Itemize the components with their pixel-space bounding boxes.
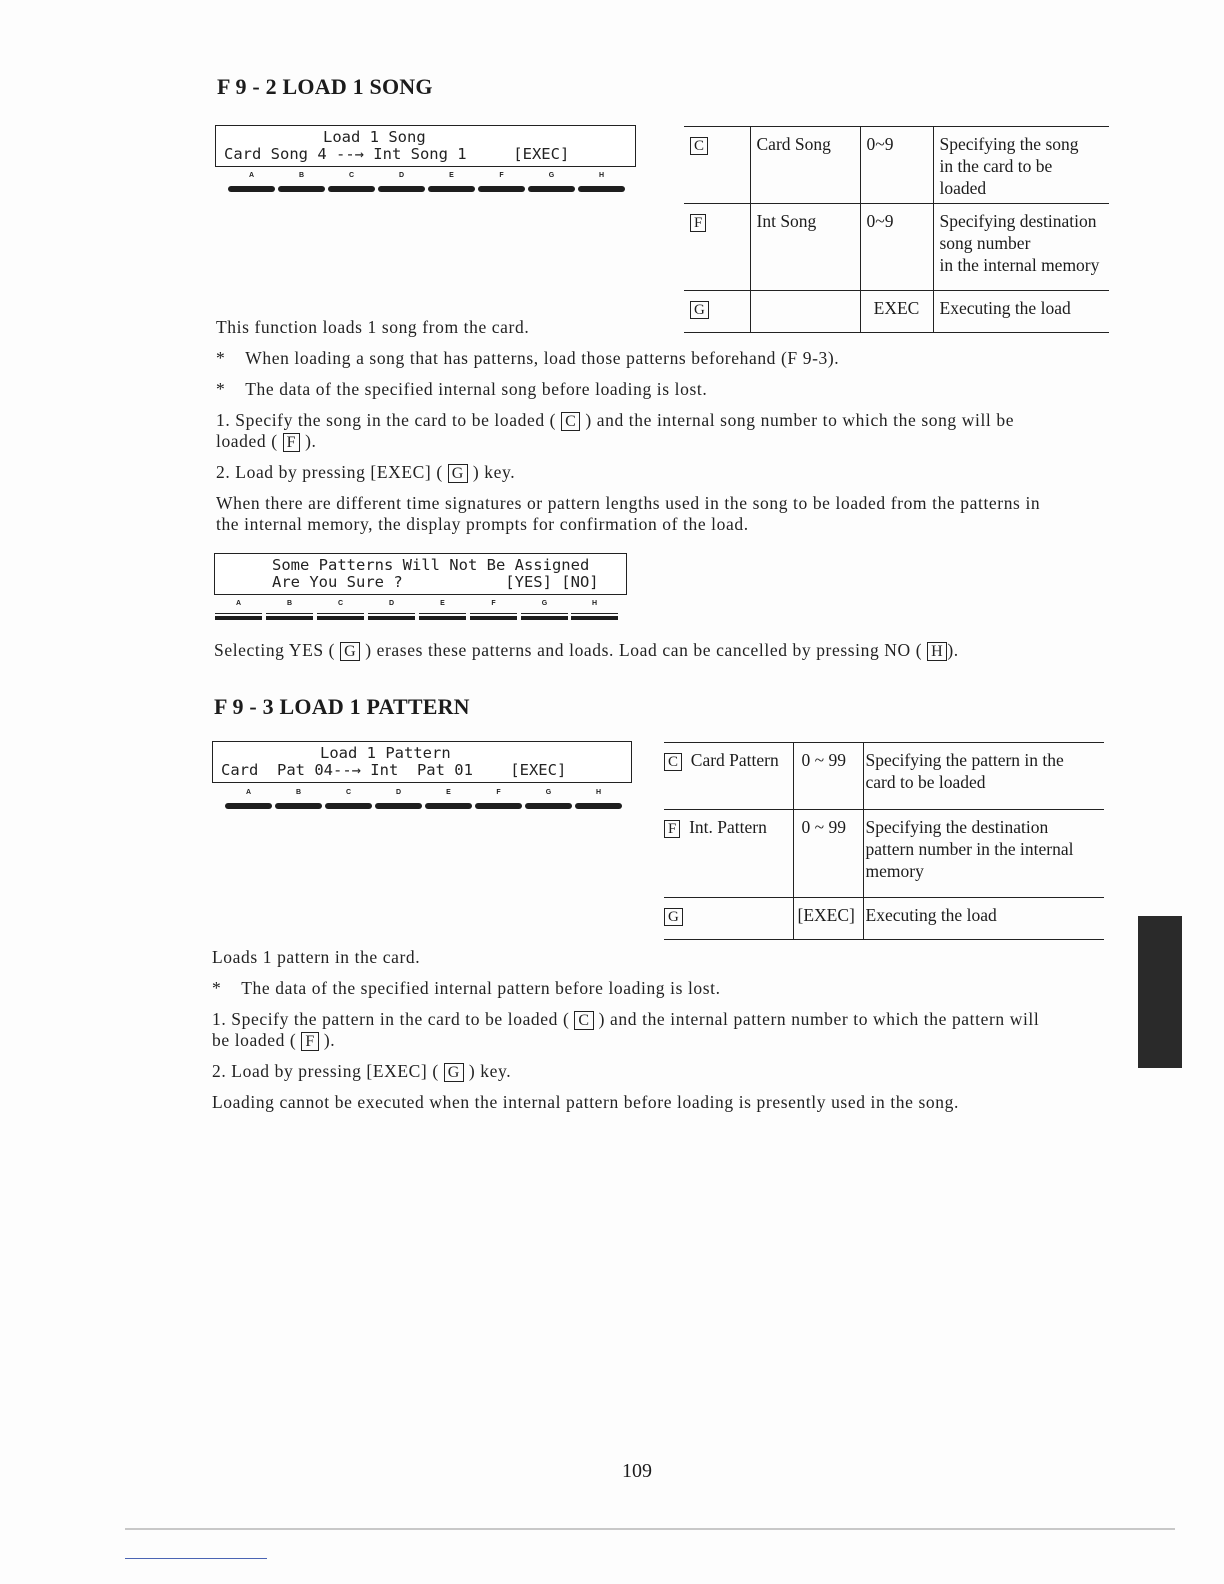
- function-key-g[interactable]: G: [521, 600, 568, 622]
- table-row: [664, 810, 1104, 898]
- table-row: [664, 743, 1104, 810]
- function-key-h[interactable]: H: [575, 789, 622, 811]
- function-key-f[interactable]: F: [475, 789, 522, 811]
- table-row: [684, 204, 1109, 291]
- key-f-icon: F: [283, 433, 301, 452]
- function-key-b[interactable]: B: [266, 600, 313, 622]
- function-key-g[interactable]: G: [525, 789, 572, 811]
- function-key-d[interactable]: D: [375, 789, 422, 811]
- note-1: * When loading a song that has patterns, load those patterns beforehand (F 9-3).: [216, 348, 840, 368]
- key-f-icon: F: [301, 1032, 319, 1051]
- param-desc: Executing the load: [863, 898, 1104, 940]
- function-key-c[interactable]: C: [317, 600, 364, 622]
- chapter-tab: [1138, 916, 1182, 1068]
- param-range: 0~9: [860, 204, 933, 291]
- section-title-load-1-song: F 9 - 2 LOAD 1 SONG: [217, 74, 433, 99]
- param-range: EXEC: [860, 291, 933, 333]
- lcd-line-1: Load 1 Pattern: [320, 744, 451, 762]
- function-keys-row: [228, 172, 624, 194]
- param-desc: Specifying the pattern in the card to be loaded: [863, 743, 1104, 810]
- function-key-d[interactable]: D: [368, 600, 415, 622]
- step-1: 1. Specify the pattern in the card to be loaded ( C ) and the internal pattern number to which the pattern will be loaded ( F ).: [212, 1009, 1040, 1050]
- param-name: Int Song: [750, 204, 860, 291]
- param-name: C Card Pattern: [664, 743, 793, 810]
- function-key-g[interactable]: G: [528, 172, 575, 194]
- function-key-h[interactable]: H: [578, 172, 625, 194]
- key-g-icon: G: [340, 642, 360, 661]
- lcd-display-load-song: [215, 125, 636, 167]
- param-name: F Int. Pattern: [664, 810, 793, 898]
- function-key-e[interactable]: E: [428, 172, 475, 194]
- function-keys-row: [215, 600, 617, 622]
- note-2: * The data of the specified internal song before loading is lost.: [216, 379, 708, 399]
- key-g-icon: G: [444, 1063, 464, 1082]
- function-key-h[interactable]: H: [571, 600, 618, 622]
- step-2: 2. Load by pressing [EXEC] ( G ) key.: [216, 462, 516, 482]
- step-1: 1. Specify the song in the card to be loaded ( C ) and the internal song number to which the song will be loaded ( F ).: [216, 410, 1015, 451]
- param-range: 0 ~ 99: [793, 810, 863, 898]
- function-key-c[interactable]: C: [325, 789, 372, 811]
- intro-text: This function loads 1 song from the card.: [216, 317, 530, 337]
- parameter-table-song: [684, 126, 1109, 333]
- selection-text: Selecting YES ( G ) erases these patterns and loads. Load can be cancelled by pressing NO ( H ).: [214, 640, 959, 660]
- note-1: * The data of the specified internal pattern before loading is lost.: [212, 978, 721, 998]
- parameter-table-pattern: [664, 742, 1104, 940]
- param-range: 0~9: [860, 127, 933, 204]
- function-keys-row: [225, 789, 621, 811]
- param-name: [664, 898, 793, 940]
- param-desc: Specifying the song in the card to be loaded: [933, 127, 1109, 204]
- closing-text: Loading cannot be executed when the internal pattern before loading is presently used in the song.: [212, 1092, 959, 1112]
- bottom-rule: [125, 1528, 1175, 1530]
- lcd-line-1: Load 1 Song: [323, 128, 426, 146]
- confirmation-paragraph: When there are different time signatures or pattern lengths used in the song to be loaded from the patterns in the internal memory, the display prompts for confirmation of the load.: [216, 493, 1041, 534]
- function-key-a[interactable]: A: [225, 789, 272, 811]
- param-range: [EXEC]: [793, 898, 863, 940]
- param-desc: Specifying destination song number in the internal memory: [933, 204, 1109, 291]
- table-row: [684, 291, 1109, 333]
- function-key-a[interactable]: A: [215, 600, 262, 622]
- table-row: [684, 127, 1109, 204]
- key-c-icon: C: [574, 1011, 593, 1030]
- function-key-e[interactable]: E: [425, 789, 472, 811]
- step-2: 2. Load by pressing [EXEC] ( G ) key.: [212, 1061, 512, 1081]
- section-title-load-1-pattern: F 9 - 3 LOAD 1 PATTERN: [214, 694, 470, 719]
- param-name: [750, 291, 860, 333]
- key-c-icon: C: [561, 412, 580, 431]
- key-g-icon: G: [690, 301, 709, 319]
- key-g-icon: G: [448, 464, 468, 483]
- lcd-line-2: Card Song 4 --→ Int Song 1 [EXEC]: [224, 145, 570, 163]
- key-f-icon: F: [664, 820, 680, 838]
- function-key-b[interactable]: B: [275, 789, 322, 811]
- function-key-e[interactable]: E: [419, 600, 466, 622]
- lcd-line-2: Are You Sure ? [YES] [NO]: [272, 573, 599, 591]
- function-key-d[interactable]: D: [378, 172, 425, 194]
- intro-text: Loads 1 pattern in the card.: [212, 947, 421, 967]
- bottom-blue-line: [125, 1558, 267, 1559]
- param-name: Card Song: [750, 127, 860, 204]
- lcd-line-2: Card Pat 04--→ Int Pat 01 [EXEC]: [221, 761, 567, 779]
- key-c-icon: C: [664, 753, 682, 771]
- lcd-line-1: Some Patterns Will Not Be Assigned: [272, 556, 590, 574]
- lcd-display-confirm: [214, 553, 627, 595]
- function-key-c[interactable]: C: [328, 172, 375, 194]
- function-key-f[interactable]: F: [470, 600, 517, 622]
- lcd-display-load-pattern: [212, 741, 632, 783]
- key-h-icon: H: [927, 642, 947, 661]
- page-number: 109: [622, 1460, 652, 1482]
- function-key-f[interactable]: F: [478, 172, 525, 194]
- key-c-icon: C: [690, 137, 708, 155]
- param-desc: Executing the load: [933, 291, 1109, 333]
- function-key-b[interactable]: B: [278, 172, 325, 194]
- param-range: 0 ~ 99: [793, 743, 863, 810]
- key-g-icon: G: [664, 908, 683, 926]
- param-desc: Specifying the destination pattern number in the internal memory: [863, 810, 1104, 898]
- function-key-a[interactable]: A: [228, 172, 275, 194]
- table-row: [664, 898, 1104, 940]
- key-f-icon: F: [690, 214, 706, 232]
